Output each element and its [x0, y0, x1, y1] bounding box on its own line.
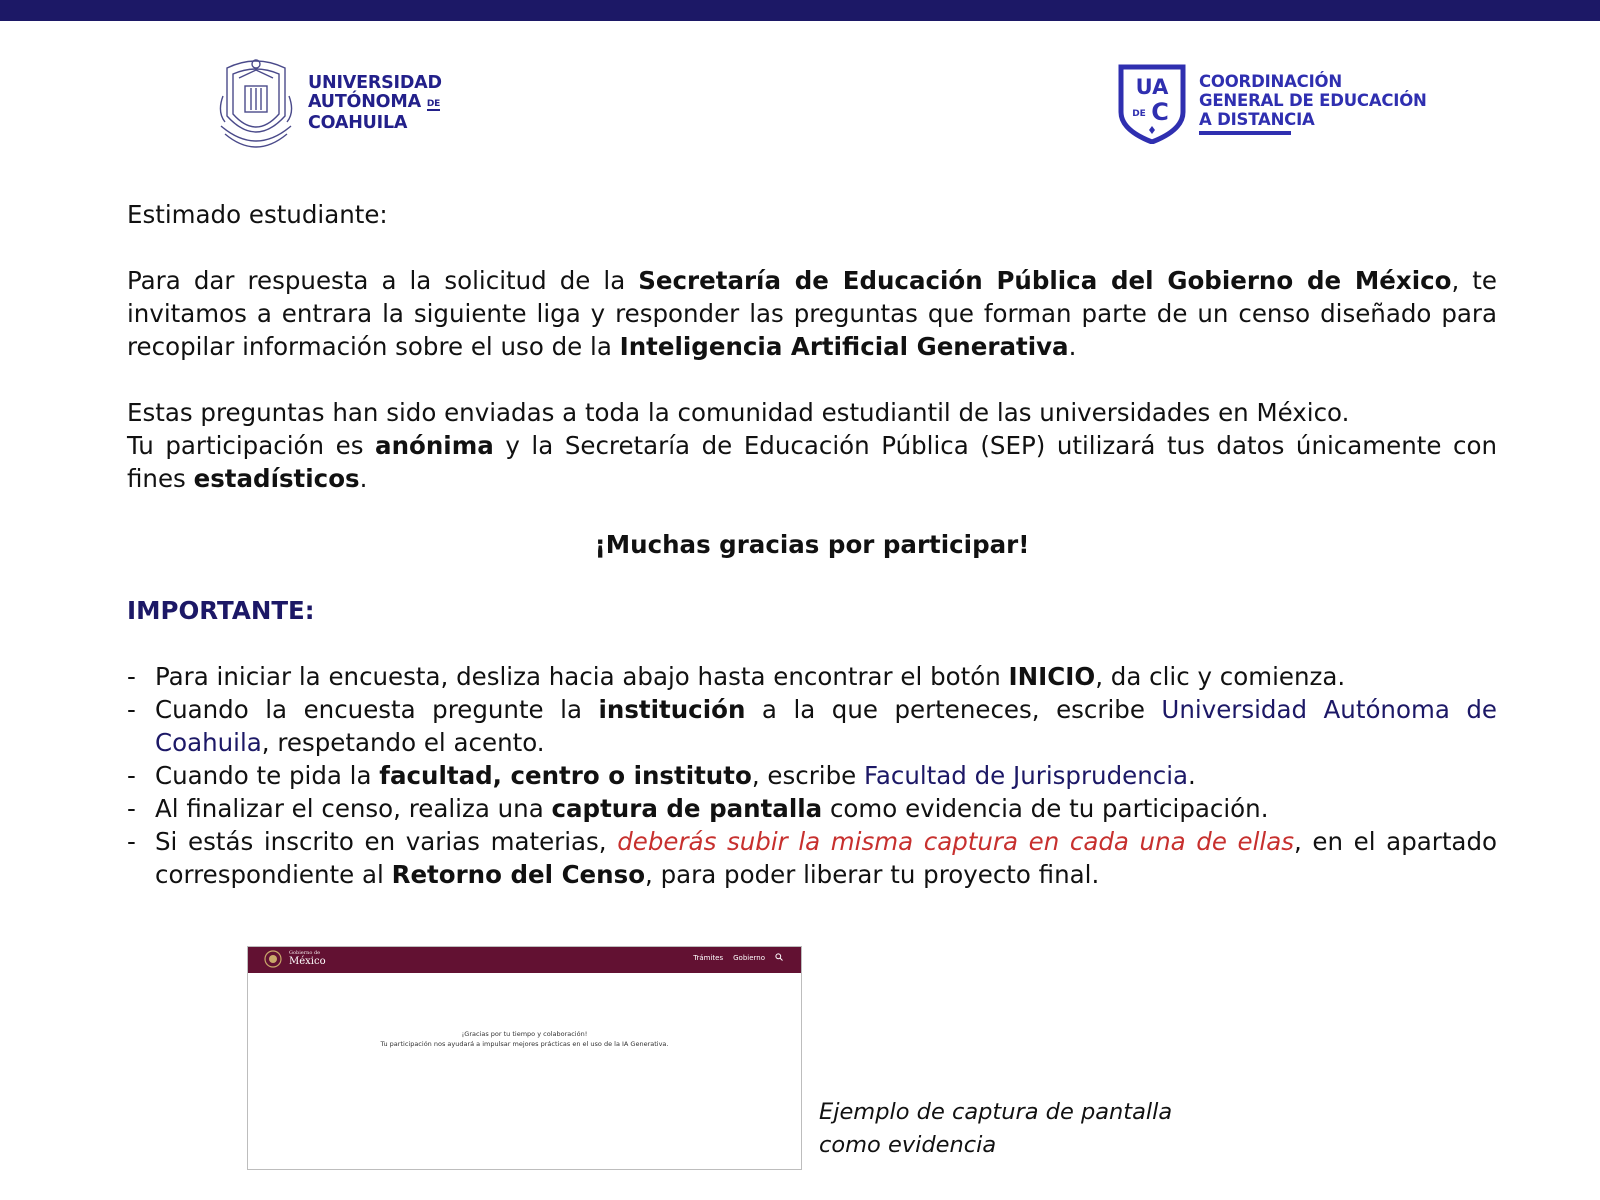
letter-body: [127, 198, 1497, 891]
thanks-line: ¡Muchas gracias por participar!: [594, 530, 1030, 559]
intro-paragraph: Para dar respuesta a la solicitud de la Secretaría de Educación Pública del Gobierno de México, te invitamos a entrara la siguiente liga y responder las preguntas que forman parte de un censo diseñado para recopilar información sobre el uso de la Inteligencia Artificial Generativa.: [127, 266, 1497, 361]
uadec-logo: [217, 56, 457, 154]
uadec-autonoma: AUTÓNOMA: [308, 92, 421, 112]
anonymous-term: anónima: [375, 431, 494, 460]
uadec-de: DE: [426, 99, 441, 109]
statistics-term: estadísticos: [193, 464, 360, 493]
cgead-line-2: GENERAL DE EDUCACIÓN: [1199, 91, 1427, 110]
iag-term: Inteligencia Artificial Generativa: [619, 332, 1069, 361]
uadec-line-1: UNIVERSIDAD: [308, 73, 442, 93]
uadec-line-3: COAHUILA: [308, 113, 408, 133]
cgead-logo: [1118, 64, 1438, 146]
shield-c: C: [1151, 98, 1169, 126]
search-icon: [775, 953, 783, 961]
list-item: - Si estás inscrito en varias materias, deberás subir la misma captura en cada una de ellas, en el apartado correspondiente al Retorno del Censo, para poder liberar tu proyecto final.: [127, 827, 1497, 889]
uadec-line-2: [308, 93, 442, 114]
list-item: - Cuando te pida la facultad, centro o instituto, escribe Facultad de Jurisprudencia.: [127, 761, 1196, 790]
list-item: - Para iniciar la encuesta, desliza hacia abajo hasta encontrar el botón INICIO, da clic y comienza.: [127, 662, 1346, 691]
cgead-line-3: A DISTANCIA: [1199, 110, 1315, 129]
example-caption: Ejemplo de captura de pantalla como evidencia: [819, 1099, 1173, 1158]
university-seal-icon: [217, 56, 295, 154]
shield-de: DE: [1132, 109, 1146, 119]
gob-big-label: México: [289, 956, 326, 967]
shield-ua: UA: [1135, 75, 1169, 99]
example-thanks-text: ¡Gracias por tu tiempo y colaboración! Tu participación nos ayudará a impulsar mejores prácticas en el uso de la IA Generativa.: [380, 1030, 669, 1048]
list-item: - Al finalizar el censo, realiza una captura de pantalla como evidencia de tu participación.: [127, 794, 1269, 823]
instruction-list: [127, 660, 1497, 891]
gob-nav: [683, 953, 783, 963]
gob-header-bar: [248, 947, 801, 973]
gob-small-label: Gobierno de: [289, 950, 321, 956]
uadec-wordmark: [308, 74, 442, 133]
anonymity-paragraph: Tu participación es anónima y la Secretaría de Educación Pública (SEP) utilizará tus datos únicamente con fines estadísticos.: [127, 431, 1497, 493]
important-heading: IMPORTANTE:: [127, 596, 315, 625]
gob-nav-tramites: Trámites: [693, 954, 724, 962]
greeting: Estimado estudiante:: [127, 200, 388, 229]
mexico-emblem-icon: [264, 950, 282, 968]
uadec-shield-icon: [1118, 64, 1186, 144]
example-screenshot: [247, 946, 802, 1170]
cgead-underline: [1199, 131, 1291, 135]
community-line: Estas preguntas han sido enviadas a toda la comunidad estudiantil de las universidades en México.: [127, 398, 1350, 427]
gob-nav-gobierno: Gobierno: [733, 954, 765, 962]
top-accent-bar: [0, 0, 1600, 21]
cgead-line-1: COORDINACIÓN: [1199, 72, 1342, 91]
list-item: - Cuando la encuesta pregunte la institución a la que perteneces, escribe Universidad Autónoma de Coahuila, respetando el acento.: [127, 695, 1497, 757]
sep-name: Secretaría de Educación Pública del Gobierno de México: [638, 266, 1452, 295]
cgead-wordmark: [1199, 72, 1427, 129]
